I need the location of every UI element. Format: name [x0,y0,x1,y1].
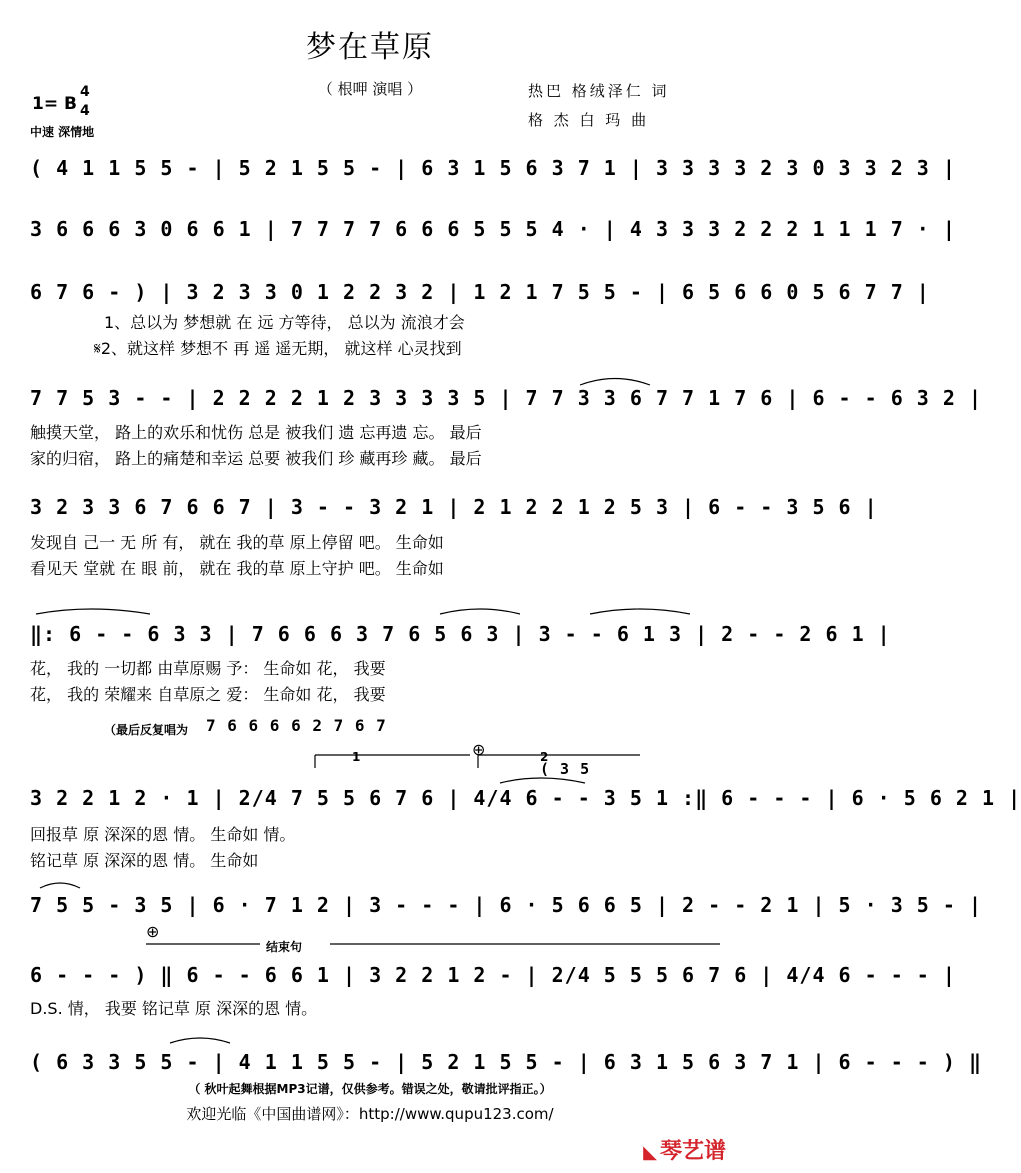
lyric-row-3-verse-2: 𝄋2、就这样 梦想不 再 遥 遥无期， 就这样 心灵找到 [94,339,462,358]
lyricist-credit: 热巴 格绒泽仁 词 [528,82,670,100]
score-row-2: 3 6 6 6 3 0 6 6 1 | 7 7 7 7 6 6 6 5 5 5 4 · | 4 3 3 3 2 2 2 1 1 1 7 · | [30,217,956,241]
tie-slur [170,1038,230,1043]
logo-text: 琴艺谱 [659,1139,726,1164]
tie-slur [580,379,650,386]
score-row-5: 3 2 3 3 6 7 6 6 7 | 3 - - 3 2 1 | 2 1 2 2 1 2 5 3 | 6 - - 3 5 6 | [30,495,878,519]
coda-sign-icon: ⊕ [472,740,486,759]
score-row-8: 7 5 5 - 3 5 | 6 · 7 1 2 | 3 - - - | 6 · 5 6 6 5 | 2 - - 2 1 | 5 · 3 5 - | [30,893,982,917]
lyric-row-4-verse-2: 家的归宿， 路上的痛楚和幸运 总要 被我们 珍 藏再珍 藏。 最后 [30,449,482,468]
score-row-10: ( 6 3 3 5 5 - | 4 1 1 5 5 - | 5 2 1 5 5 - | 6 3 1 5 6 3 7 1 | 6 - - - ) ‖ [30,1050,982,1074]
score-row-9: 6 - - - ) ‖ 6 - - 6 6 1 | 3 2 2 1 2 - | 2/4 5 5 5 6 7 6 | 4/4 6 - - - | [30,963,956,987]
lyric-row-3-verse-1: 1、总以为 梦想就 在 远 方等待， 总以为 流浪才会 [104,313,465,332]
ending-phrase-label: 结束句 [266,940,303,954]
score-row-3: 6 7 6 - ) | 3 2 3 3 0 1 2 2 3 2 | 1 2 1 7 5 5 - | 6 5 6 6 0 5 6 7 7 | [30,280,930,304]
tie-slur [40,883,80,888]
composer-credit: 格 杰 白 玛 曲 [528,111,650,129]
logo-mark-icon: ◣ [643,1142,657,1163]
lyric-row-4-verse-1: 触摸天堂， 路上的欢乐和忧伤 总是 被我们 遗 忘再遗 忘。 最后 [30,423,482,442]
lyric-row-7-verse-1: 回报草 原 深深的恩 情。 生命如 情。 [30,825,296,844]
tie-slur [500,778,585,783]
song-title: 梦在草原 [306,30,434,65]
site-welcome-text: 欢迎光临《中国曲谱网》：http://www.qupu123.com/ [186,1105,554,1123]
time-signature-numerator: 4 [80,84,90,100]
tie-slur [36,609,150,614]
transcription-notice: （ 秋叶起舞根据MP3记谱，仅供参考。错误之处，敬请批评指正。） [188,1082,552,1096]
lyric-row-7-verse-2: 铭记草 原 深深的恩 情。 生命如 [30,851,259,870]
score-row-6: ‖: 6 - - 6 3 3 | 7 6 6 6 3 7 6 5 6 3 | 3 - - 6 1 3 | 2 - - 2 6 1 | [30,622,891,646]
final-repeat-label: （最后反复唱为 [104,723,189,737]
lyric-row-5-verse-1: 发现自 己一 无 所 有， 就在 我的草 原上停留 吧。 生命如 [30,533,444,552]
final-repeat-notes: 7 6 6 6 6 2 7 6 7 [206,716,387,735]
lyric-row-6-verse-2: 花， 我的 荣耀来 自草原之 爱： 生命如 花， 我要 [30,685,386,704]
lyric-row-9: D.S. 情， 我要 铭记草 原 深深的恩 情。 [30,999,318,1018]
tempo-marking: 中速 深情地 [30,125,95,139]
time-signature-denominator: 4 [80,103,90,119]
score-row-1: ( 4 1 1 5 5 - | 5 2 1 5 5 - | 6 3 1 5 6 3 7 1 | 3 3 3 3 2 3 0 3 3 2 3 | [30,156,956,180]
tie-slur [440,609,520,614]
performer-subtitle: （ 根呷 演唱 ） [317,80,423,98]
score-row-7: 3 2 2 1 2 · 1 | 2/4 7 5 5 6 7 6 | 4/4 6 - - 3 5 1 :‖ 6 - - - | 6 · 5 6 2 1 | [30,786,1021,810]
coda-sign-icon: ⊕ [146,922,160,941]
tie-slur [590,609,690,614]
score-row-4: 7 7 5 3 - - | 2 2 2 2 1 2 3 3 3 3 5 | 7 7 3 3 6 7 7 1 7 6 | 6 - - 6 3 2 | [30,386,982,410]
lyric-row-5-verse-2: 看见天 堂就 在 眼 前， 就在 我的草 原上守护 吧。 生命如 [30,559,444,578]
volta-2-pickup-notes: ( 3 5 [540,760,591,778]
key-signature: 1= B [32,94,77,114]
lyric-row-6-verse-1: 花， 我的 一切都 由草原赐 予： 生命如 花， 我要 [30,659,386,678]
volta-2-label: 2 [540,750,549,764]
volta-1-label: 1 [352,750,361,764]
